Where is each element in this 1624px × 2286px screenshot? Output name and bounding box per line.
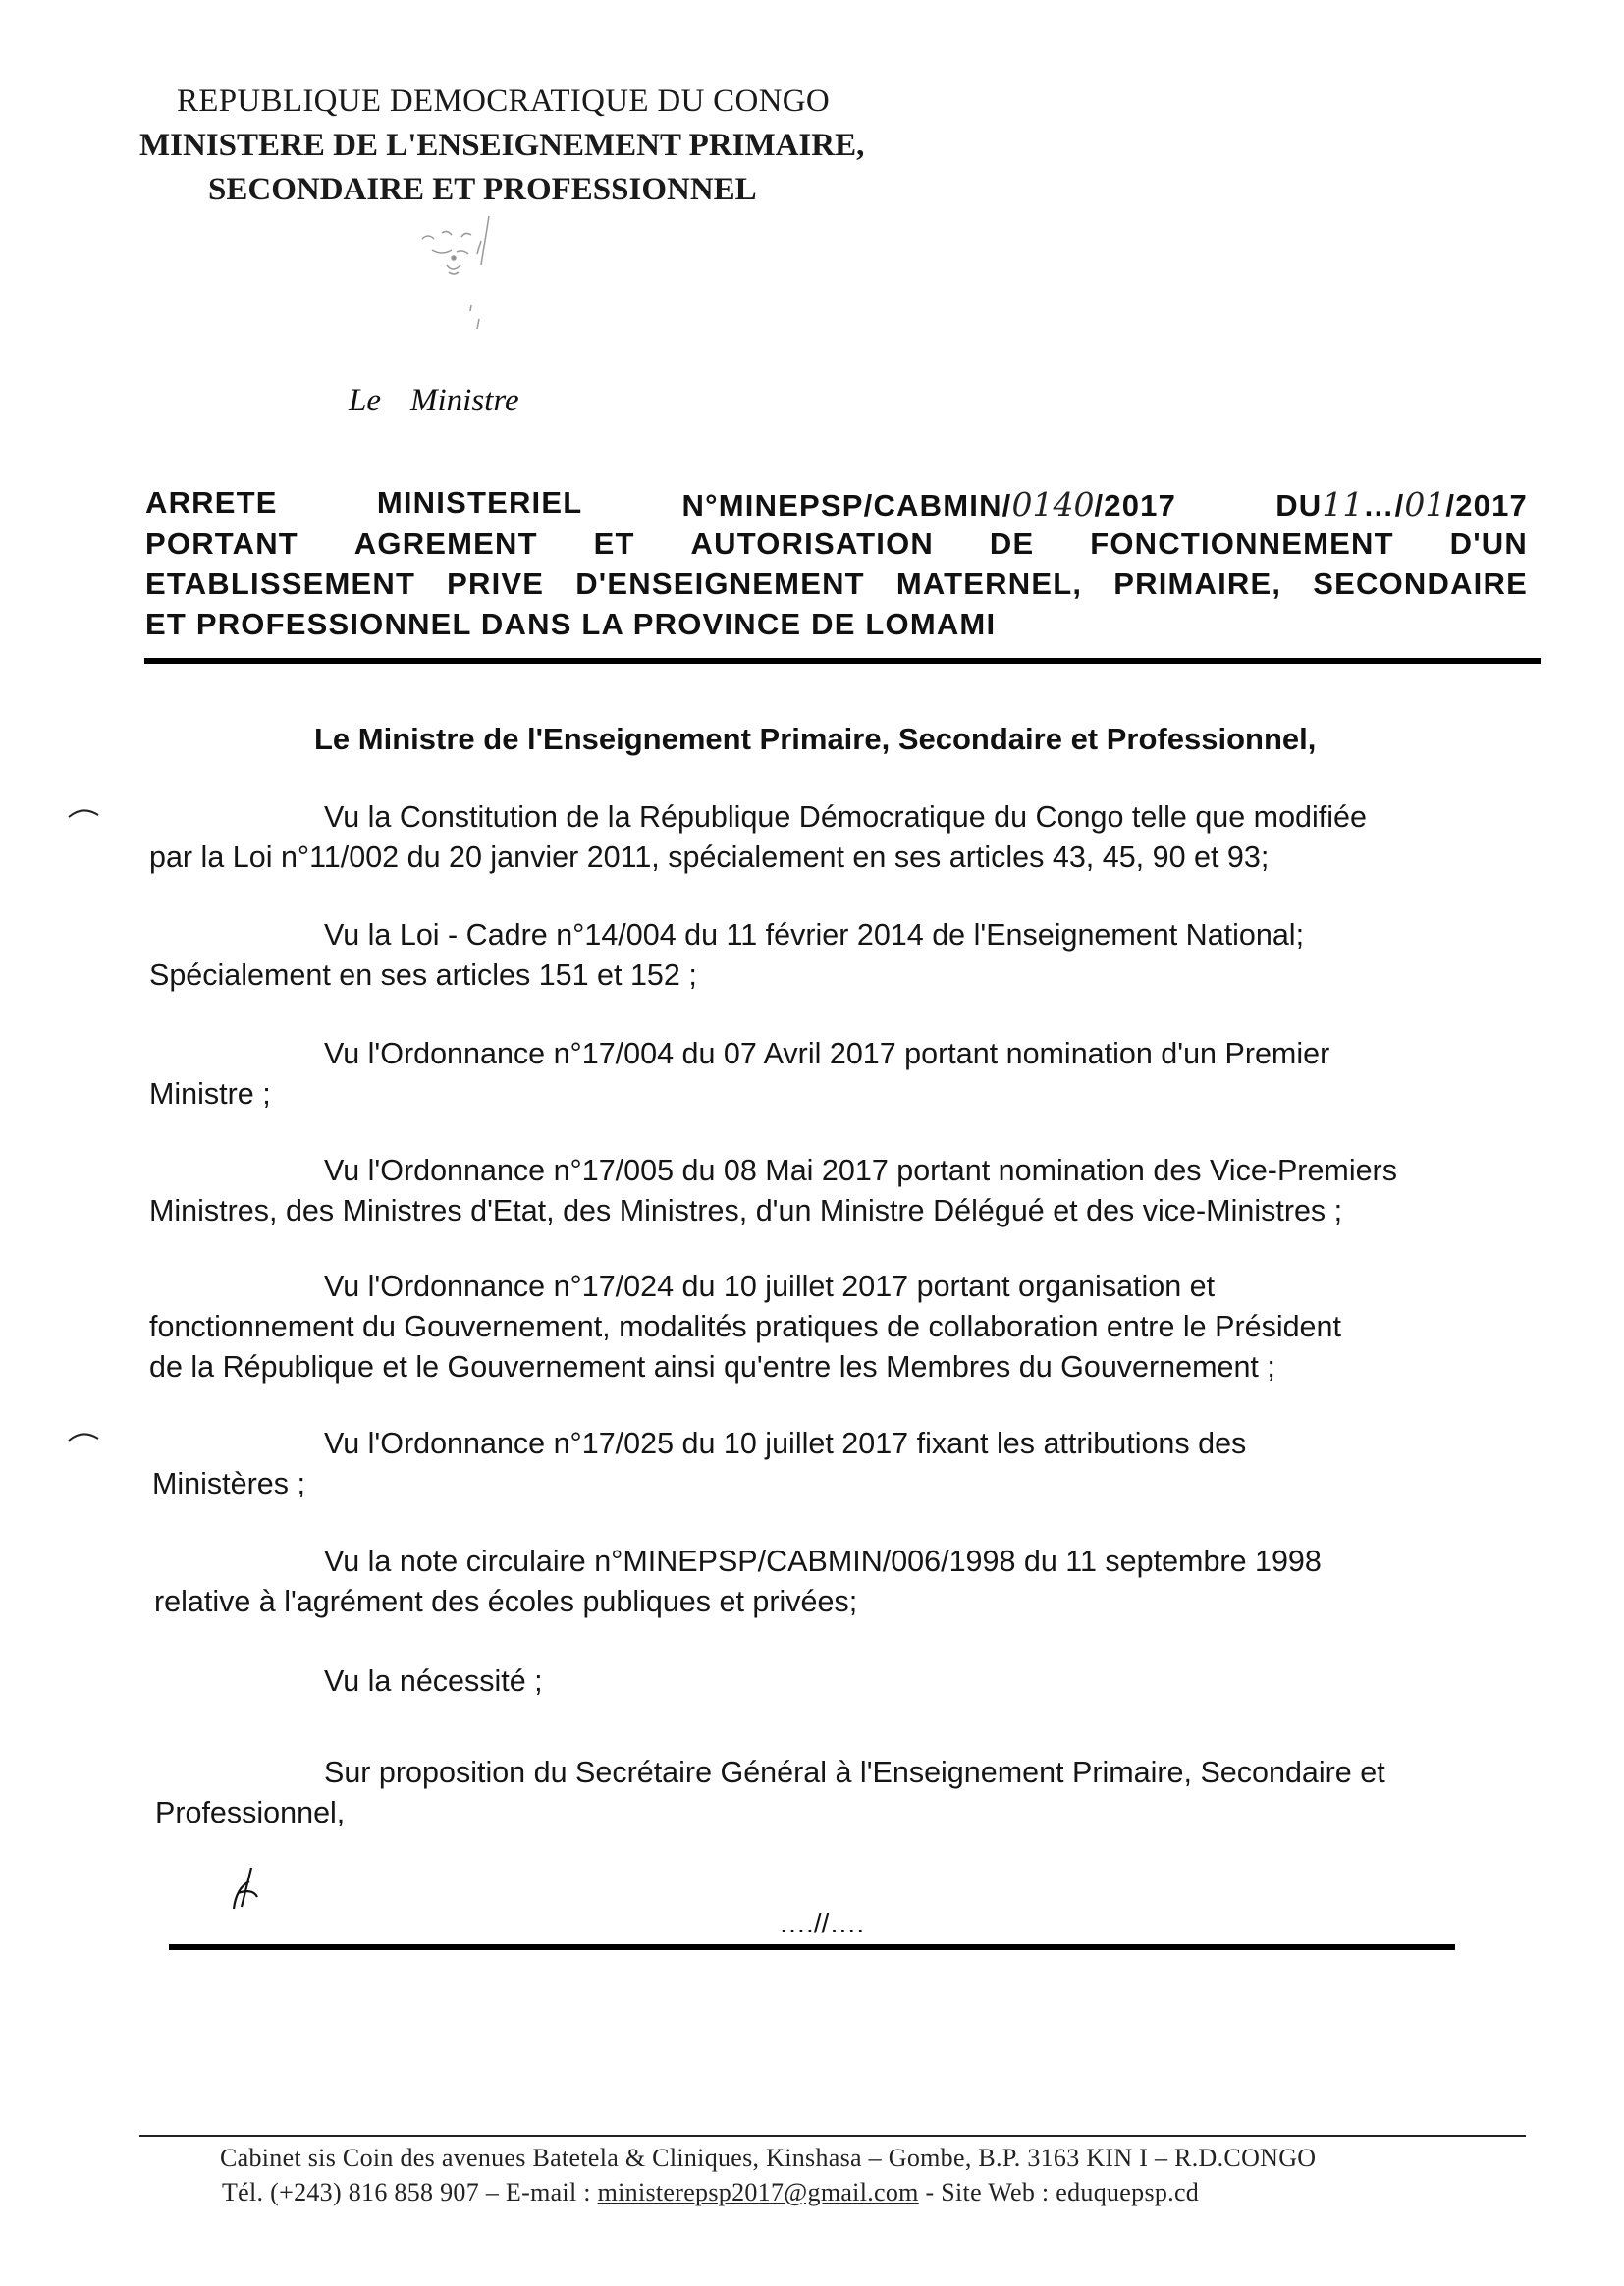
- decree-date: [1275, 485, 1528, 523]
- minister-signature-line: [349, 383, 519, 419]
- date-separator: …/: [1363, 488, 1405, 522]
- consideration-line: par la Loi n°11/002 du 20 janvier 2011, spécialement en ses articles 43, 45, 90 et 93;: [149, 841, 1270, 874]
- title-word: PORTANT: [145, 526, 298, 561]
- consideration-line: Vu la Loi - Cadre n°14/004 du 11 février 2014 de l'Enseignement National;: [324, 918, 1305, 952]
- consideration-line: Professionnel,: [155, 1796, 346, 1829]
- consideration-line: Ministères ;: [152, 1467, 305, 1500]
- consideration-line: Vu l'Ordonnance n°17/005 du 08 Mai 2017 portant nomination des Vice-Premiers: [324, 1154, 1397, 1187]
- initials-signature-icon: [228, 1864, 267, 1913]
- consideration-line: fonctionnement du Gouvernement, modalités pratiques de collaboration entre le Président: [149, 1310, 1341, 1343]
- consideration-necessite: [324, 1661, 543, 1702]
- decree-reference: [682, 485, 1177, 523]
- republic-heading: REPUBLIQUE DEMOCRATIQUE DU CONGO: [177, 83, 831, 119]
- footer-divider: [139, 2135, 1526, 2137]
- handwritten-day: 11: [1322, 485, 1364, 523]
- title-word: DE: [989, 526, 1035, 561]
- title-divider: [144, 658, 1541, 664]
- decree-title-line1: [145, 485, 1528, 523]
- consideration-line: Vu la nécessité ;: [324, 1664, 543, 1698]
- consideration-line: Ministre ;: [149, 1077, 271, 1111]
- consideration-line: Vu la note circulaire n°MINEPSP/CABMIN/006/1998 du 11 septembre 1998: [324, 1545, 1322, 1578]
- bottom-divider: [169, 1944, 1455, 1950]
- consideration-constitution: [149, 797, 1494, 878]
- margin-mark-icon: [67, 1429, 100, 1442]
- consideration-line: de la République et le Gouvernement ainsi qu'entre les Membres du Gouvernement ;: [149, 1350, 1275, 1384]
- title-word: AGREMENT: [353, 526, 538, 561]
- decree-title-line3: [145, 567, 1528, 602]
- title-word: AUTORISATION: [690, 526, 935, 561]
- title-word-arrete: ARRETE: [145, 485, 278, 519]
- handwritten-month: 01: [1404, 485, 1446, 523]
- consideration-note-circulaire: [154, 1542, 1499, 1622]
- date-year: /2017: [1445, 488, 1528, 522]
- consideration-line: Vu la Constitution de la République Démocratique du Congo telle que modifiée: [324, 800, 1367, 834]
- footer-address: Cabinet sis Coin des avenues Batetela & Cliniques, Kinshasa – Gombe, B.P. 3163 KIN I – R.D.CONGO: [220, 2144, 1317, 2172]
- footer-website: - Site Web : eduquepsp.cd: [918, 2178, 1200, 2206]
- consideration-ordonnance-004: [149, 1034, 1494, 1115]
- handwritten-number: 0140: [1011, 485, 1095, 523]
- consideration-loi-cadre: [149, 915, 1494, 996]
- minister-article: Le: [349, 383, 381, 418]
- footer-email-link[interactable]: ministerepsp2017@gmail.com: [597, 2178, 919, 2206]
- consideration-line: relative à l'agrément des écoles publiques et privées;: [154, 1585, 858, 1618]
- minister-word: Ministre: [410, 383, 519, 418]
- consideration-ordonnance-025: [152, 1424, 1497, 1504]
- consideration-line: Spécialement en ses articles 151 et 152 ;: [149, 958, 697, 992]
- consideration-line: Vu l'Ordonnance n°17/025 du 10 juillet 2017 fixant les attributions des: [324, 1427, 1247, 1460]
- margin-mark-icon: [67, 805, 100, 819]
- title-word: SECONDAIRE: [1313, 567, 1528, 601]
- consideration-line: Vu l'Ordonnance n°17/004 du 07 Avril 2017 portant nomination d'un Premier: [324, 1037, 1330, 1070]
- decree-title-line2: [145, 526, 1528, 562]
- title-word: PRIMAIRE,: [1113, 567, 1282, 601]
- reference-prefix: N°MINEPSP/CABMIN/: [681, 488, 1012, 522]
- footer-contact: [222, 2178, 1199, 2207]
- consideration-line: Ministres, des Ministres d'Etat, des Ministres, d'un Ministre Délégué et des vice-Ministres ;: [149, 1194, 1343, 1227]
- consideration-proposition: [155, 1753, 1500, 1833]
- ministry-heading-line2: SECONDAIRE ET PROFESSIONNEL: [208, 172, 757, 207]
- consideration-ordonnance-005: [149, 1151, 1494, 1231]
- title-word-ministeriel: MINISTERIEL: [376, 485, 583, 519]
- title-word: MATERNEL,: [895, 567, 1083, 601]
- title-word: D'UN: [1449, 526, 1528, 561]
- reference-year: /2017: [1094, 488, 1177, 522]
- title-word: D'ENSEIGNEMENT: [575, 567, 865, 601]
- title-word: ET: [593, 526, 635, 561]
- title-word: FONCTIONNEMENT: [1090, 526, 1394, 561]
- date-du: DU: [1275, 488, 1323, 522]
- decree-title-line4: ET PROFESSIONNEL DANS LA PROVINCE DE LOMAMI: [145, 607, 997, 641]
- consideration-line: Sur proposition du Secrétaire Général à l'Enseignement Primaire, Secondaire et: [324, 1756, 1385, 1789]
- title-word: ETABLISSEMENT: [145, 567, 416, 601]
- continuation-marker: ….//….: [779, 1908, 865, 1938]
- ministry-heading-line1: MINISTERE DE L'ENSEIGNEMENT PRIMAIRE,: [139, 128, 865, 163]
- emblem-icon: [403, 211, 511, 339]
- title-word: PRIVE: [447, 567, 545, 601]
- subject-heading: Le Ministre de l'Enseignement Primaire, Secondaire et Professionnel,: [314, 722, 1317, 756]
- footer-phone: Tél. (+243) 816 858 907 – E-mail :: [222, 2178, 598, 2206]
- consideration-line: Vu l'Ordonnance n°17/024 du 10 juillet 2017 portant organisation et: [324, 1270, 1216, 1303]
- consideration-ordonnance-024: [149, 1267, 1494, 1388]
